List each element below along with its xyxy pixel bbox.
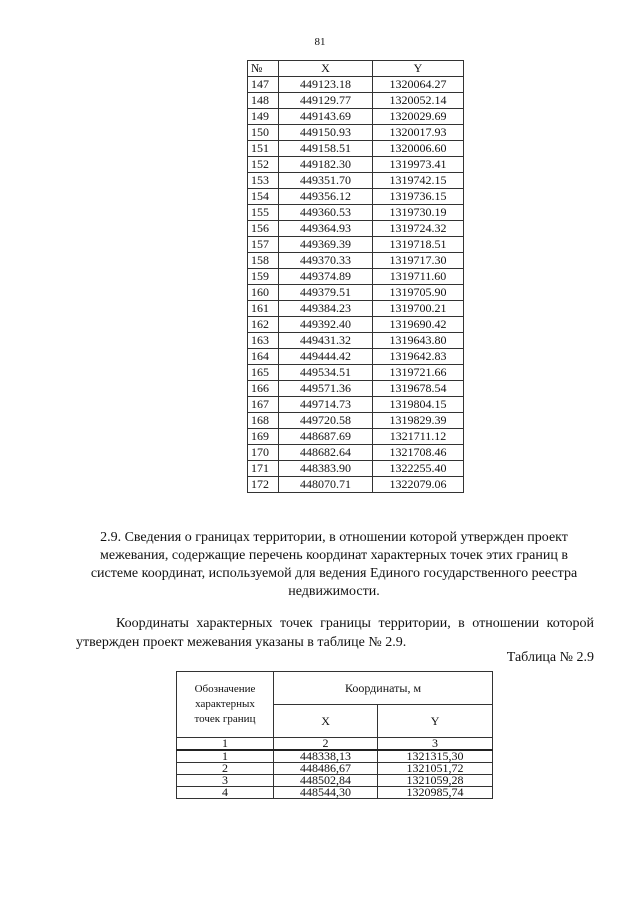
- y-coordinate-cell: 1320064.27: [373, 77, 464, 93]
- table-row: [248, 109, 464, 125]
- column-header-y: Y: [373, 61, 464, 77]
- y-coordinate-cell: 1319700.21: [373, 301, 464, 317]
- y-coordinate-cell: 1319711.60: [373, 269, 464, 285]
- x-coordinate-cell: 449720.58: [279, 413, 373, 429]
- y-coordinate-cell: 1320017.93: [373, 125, 464, 141]
- y-coordinate-cell: 1322255.40: [373, 461, 464, 477]
- y-coordinate-cell: 1320029.69: [373, 109, 464, 125]
- table-row: [248, 221, 464, 237]
- point-number-cell: 149: [248, 109, 279, 125]
- x-coordinate-cell: 449351.70: [279, 173, 373, 189]
- header-x: X: [274, 705, 378, 738]
- column-index-cell: 2: [274, 738, 378, 751]
- point-number-cell: 164: [248, 349, 279, 365]
- x-coordinate-cell: 448338,13: [274, 750, 378, 763]
- x-coordinate-cell: 449534.51: [279, 365, 373, 381]
- x-coordinate-cell: 449129.77: [279, 93, 373, 109]
- point-number-cell: 170: [248, 445, 279, 461]
- y-coordinate-cell: 1319730.19: [373, 205, 464, 221]
- x-coordinate-cell: 449182.30: [279, 157, 373, 173]
- x-coordinate-cell: 449369.39: [279, 237, 373, 253]
- table-row: [248, 333, 464, 349]
- table-row: [248, 429, 464, 445]
- point-number-cell: 172: [248, 477, 279, 493]
- table-row: [248, 317, 464, 333]
- x-coordinate-cell: 449370.33: [279, 253, 373, 269]
- x-coordinate-cell: 449431.32: [279, 333, 373, 349]
- point-number-cell: 156: [248, 221, 279, 237]
- x-coordinate-cell: 449123.18: [279, 77, 373, 93]
- header-y: Y: [378, 705, 493, 738]
- y-coordinate-cell: 1319718.51: [373, 237, 464, 253]
- y-coordinate-cell: 1319742.15: [373, 173, 464, 189]
- point-number-cell: 166: [248, 381, 279, 397]
- table-row: [248, 461, 464, 477]
- boundary-points-table: [176, 671, 493, 799]
- table-row: [248, 93, 464, 109]
- x-coordinate-cell: 449374.89: [279, 269, 373, 285]
- point-number-cell: 147: [248, 77, 279, 93]
- page-number: 81: [314, 36, 326, 48]
- x-coordinate-cell: 449379.51: [279, 285, 373, 301]
- table-row: [248, 141, 464, 157]
- point-number-cell: 161: [248, 301, 279, 317]
- y-coordinate-cell: 1319705.90: [373, 285, 464, 301]
- point-designation-cell: 3: [177, 775, 274, 787]
- x-coordinate-cell: 448502,84: [274, 775, 378, 787]
- y-coordinate-cell: 1319717.30: [373, 253, 464, 269]
- x-coordinate-cell: 448687.69: [279, 429, 373, 445]
- table-row: [248, 397, 464, 413]
- table-row: [248, 477, 464, 493]
- table-row: [248, 349, 464, 365]
- x-coordinate-cell: 449444.42: [279, 349, 373, 365]
- point-number-cell: 157: [248, 237, 279, 253]
- x-coordinate-cell: 449714.73: [279, 397, 373, 413]
- x-coordinate-cell: 449150.93: [279, 125, 373, 141]
- table-row: [248, 413, 464, 429]
- table-row: [248, 157, 464, 173]
- y-coordinate-cell: 1320052.14: [373, 93, 464, 109]
- point-number-cell: 150: [248, 125, 279, 141]
- y-coordinate-cell: 1321708.46: [373, 445, 464, 461]
- column-index-cell: 1: [177, 738, 274, 751]
- y-coordinate-cell: 1319678.54: [373, 381, 464, 397]
- point-number-cell: 154: [248, 189, 279, 205]
- table-row: [248, 125, 464, 141]
- point-number-cell: 162: [248, 317, 279, 333]
- table-row: [248, 205, 464, 221]
- table-row: [248, 269, 464, 285]
- point-designation-cell: 4: [177, 787, 274, 799]
- table-row: [248, 189, 464, 205]
- x-coordinate-cell: 449571.36: [279, 381, 373, 397]
- x-coordinate-cell: 448486,67: [274, 763, 378, 775]
- point-number-cell: 153: [248, 173, 279, 189]
- y-coordinate-cell: 1320006.60: [373, 141, 464, 157]
- point-number-cell: 160: [248, 285, 279, 301]
- x-coordinate-cell: 449364.93: [279, 221, 373, 237]
- column-index-cell: 3: [378, 738, 493, 751]
- point-number-cell: 167: [248, 397, 279, 413]
- table-row: [248, 301, 464, 317]
- coordinates-table: [247, 60, 464, 493]
- table-row: [248, 445, 464, 461]
- x-coordinate-cell: 449392.40: [279, 317, 373, 333]
- x-coordinate-cell: 449360.53: [279, 205, 373, 221]
- x-coordinate-cell: 448383.90: [279, 461, 373, 477]
- x-coordinate-cell: 448682.64: [279, 445, 373, 461]
- table-row: [248, 381, 464, 397]
- point-number-cell: 158: [248, 253, 279, 269]
- coordinates-table-body: [248, 77, 464, 493]
- y-coordinate-cell: 1319724.32: [373, 221, 464, 237]
- body-paragraph: Координаты характерных точек границы территории, в отношении которой утвержден проект межевания указаны в таблице № 2.9.: [76, 616, 594, 650]
- y-coordinate-cell: 1319829.39: [373, 413, 464, 429]
- y-coordinate-cell: 1319973.41: [373, 157, 464, 173]
- boundary-table-body: [177, 738, 493, 799]
- table-row: [248, 173, 464, 189]
- point-number-cell: 163: [248, 333, 279, 349]
- point-number-cell: 165: [248, 365, 279, 381]
- x-coordinate-cell: 449143.69: [279, 109, 373, 125]
- y-coordinate-cell: 1320985,74: [378, 787, 493, 799]
- y-coordinate-cell: 1319690.42: [373, 317, 464, 333]
- x-coordinate-cell: 448070.71: [279, 477, 373, 493]
- y-coordinate-cell: 1321711.12: [373, 429, 464, 445]
- table-caption: Таблица № 2.9: [506, 650, 594, 665]
- table-row: [248, 237, 464, 253]
- section-heading: 2.9. Сведения о границах территории, в отношении которой утвержден проект межевания, содержащие перечень координат характерных точек этих границ в системе координат, используемой для ведения Единого государственного реестра недвижимости.: [90, 530, 578, 599]
- column-header-x: X: [279, 61, 373, 77]
- table-row: [177, 787, 493, 799]
- column-header-number: №: [248, 61, 279, 77]
- point-number-cell: 171: [248, 461, 279, 477]
- point-number-cell: 151: [248, 141, 279, 157]
- point-designation-cell: 2: [177, 763, 274, 775]
- table-row: [248, 77, 464, 93]
- x-coordinate-cell: 449384.23: [279, 301, 373, 317]
- table-header-row: [248, 61, 464, 77]
- point-designation-cell: 1: [177, 750, 274, 763]
- point-number-cell: 155: [248, 205, 279, 221]
- header-point-designation: Обозначение характерных точек границ: [177, 672, 274, 738]
- point-number-cell: 148: [248, 93, 279, 109]
- table-row: [248, 285, 464, 301]
- y-coordinate-cell: 1319736.15: [373, 189, 464, 205]
- table-row: [248, 365, 464, 381]
- y-coordinate-cell: 1319643.80: [373, 333, 464, 349]
- y-coordinate-cell: 1321315,30: [378, 750, 493, 763]
- header-coordinates: Координаты, м: [274, 672, 493, 705]
- y-coordinate-cell: 1319804.15: [373, 397, 464, 413]
- x-coordinate-cell: 449158.51: [279, 141, 373, 157]
- y-coordinate-cell: 1319721.66: [373, 365, 464, 381]
- y-coordinate-cell: 1321059,28: [378, 775, 493, 787]
- point-number-cell: 159: [248, 269, 279, 285]
- y-coordinate-cell: 1322079.06: [373, 477, 464, 493]
- point-number-cell: 168: [248, 413, 279, 429]
- y-coordinate-cell: 1321051,72: [378, 763, 493, 775]
- point-number-cell: 152: [248, 157, 279, 173]
- point-number-cell: 169: [248, 429, 279, 445]
- x-coordinate-cell: 448544,30: [274, 787, 378, 799]
- x-coordinate-cell: 449356.12: [279, 189, 373, 205]
- table-row: [248, 253, 464, 269]
- y-coordinate-cell: 1319642.83: [373, 349, 464, 365]
